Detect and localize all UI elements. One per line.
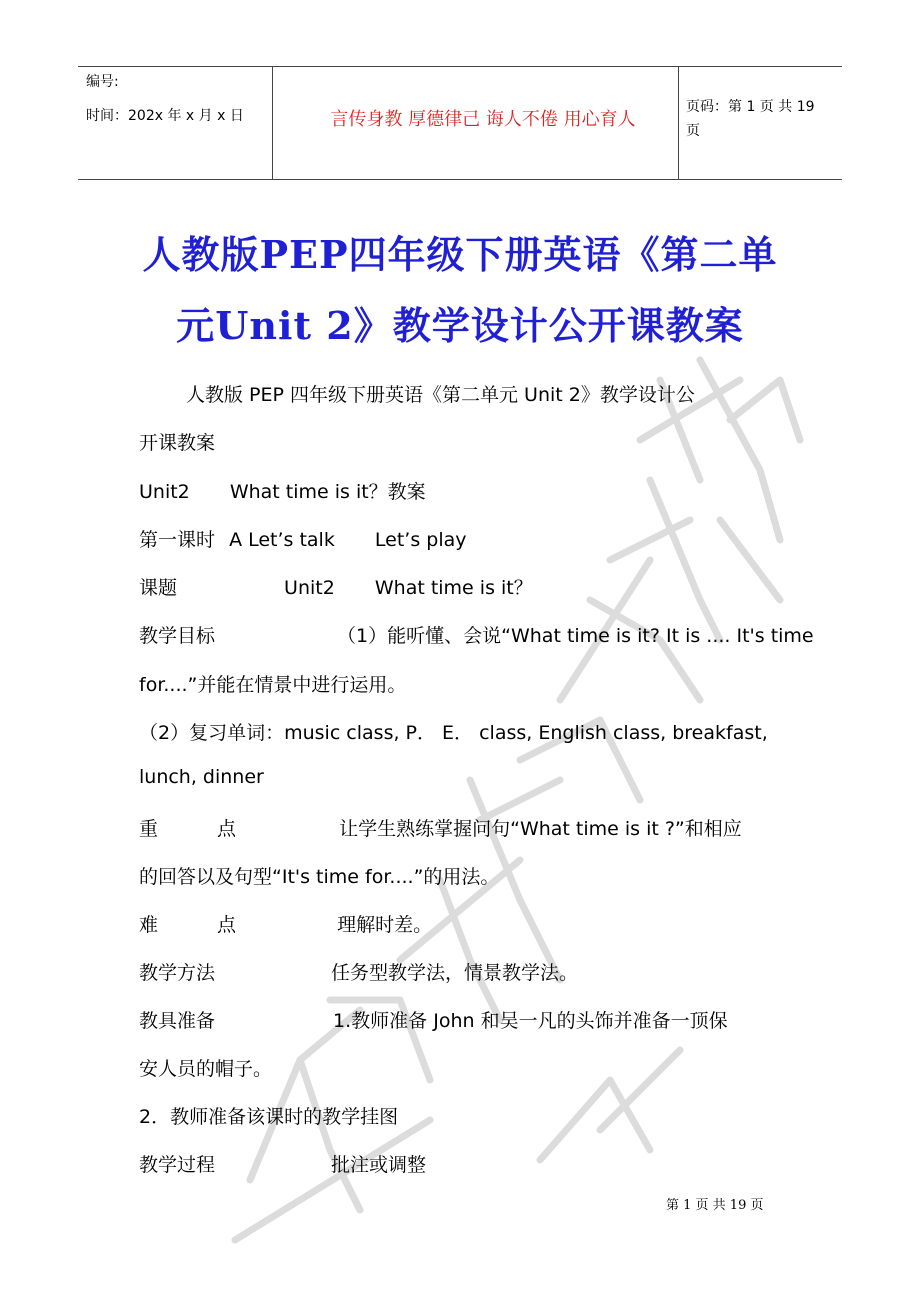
process-line bbox=[139, 1150, 426, 1177]
unit-question: What time is it？教案 bbox=[229, 481, 426, 503]
unit-line bbox=[139, 477, 426, 504]
key-text2: 的回答以及句型“It's time for....”的用法。 bbox=[139, 866, 500, 888]
difficulty-line bbox=[139, 910, 432, 937]
goal-label: 教学目标 bbox=[139, 625, 216, 647]
motto-text: 言传身教 厚德律己 诲人不倦 用心育人 bbox=[330, 109, 636, 130]
tools-text2: 安人员的帽子。 bbox=[139, 1058, 273, 1080]
header-divider bbox=[678, 67, 679, 179]
lesson-line bbox=[139, 525, 467, 552]
topic-line bbox=[139, 573, 533, 600]
goal-text3: （2）复习单词：music class, P． E． class, English class, breakfast, bbox=[139, 722, 768, 744]
topic-unit: Unit2 bbox=[284, 577, 335, 599]
diff-text: 理解时差。 bbox=[337, 914, 433, 936]
topic-label: 课题 bbox=[139, 577, 178, 599]
method-text: 任务型教学法，情景教学法。 bbox=[331, 962, 579, 984]
header-page-info bbox=[686, 95, 836, 143]
document-title-line1: 人教版PEP四年级下册英语《第二单 bbox=[142, 232, 778, 277]
lesson-label: 第一课时 bbox=[139, 529, 216, 551]
key-text1: 让学生熟练掌握问句“What time is it ?”和相应 bbox=[339, 818, 742, 840]
unit-label: Unit2 bbox=[139, 481, 190, 503]
key-label-b: 点 bbox=[217, 818, 237, 840]
document-title-line2: 元Unit 2》教学设计公开课教案 bbox=[176, 303, 744, 348]
intro-line2: 开课教案 bbox=[139, 432, 216, 454]
goal-text4: lunch, dinner bbox=[139, 766, 264, 788]
process-text: 批注或调整 bbox=[331, 1154, 427, 1176]
method-label: 教学方法 bbox=[139, 962, 216, 984]
page-info-line2: 页 bbox=[686, 123, 700, 139]
lesson-play: Let’s play bbox=[374, 529, 467, 551]
tools-line bbox=[139, 1006, 728, 1033]
key-label-a: 重 bbox=[139, 818, 159, 840]
process-label: 教学过程 bbox=[139, 1154, 216, 1176]
lesson-talk: A Let’s talk bbox=[229, 529, 335, 551]
tools-text3: 2．教师准备该课时的教学挂图 bbox=[139, 1106, 399, 1128]
goal-text1: （1）能听懂、会说“What time is it? It is .... It's time bbox=[337, 625, 814, 647]
date-label: 时间：202x 年 x 月 x 日 bbox=[86, 108, 244, 124]
page-footer: 第 1 页 共 19 页 bbox=[666, 1198, 764, 1213]
number-label: 编号: bbox=[86, 74, 119, 90]
key-point-line bbox=[139, 814, 742, 841]
method-line bbox=[139, 958, 578, 985]
topic-question: What time is it？ bbox=[374, 577, 533, 599]
tools-text1: 1.教师准备 John 和吴一凡的头饰并准备一顶保 bbox=[333, 1010, 728, 1032]
diff-label-b: 点 bbox=[217, 914, 237, 936]
diff-label-a: 难 bbox=[139, 914, 159, 936]
intro-line1: 人教版 PEP 四年级下册英语《第二单元 Unit 2》教学设计公 bbox=[186, 384, 695, 406]
document-header bbox=[78, 66, 842, 180]
tools-label: 教具准备 bbox=[139, 1010, 216, 1032]
goal-text2: for....”并能在情景中进行运用。 bbox=[139, 674, 407, 696]
goal-line bbox=[139, 621, 814, 648]
page-info-line1: 页码：第 1 页 共 19 bbox=[686, 99, 815, 115]
header-divider bbox=[272, 67, 273, 179]
